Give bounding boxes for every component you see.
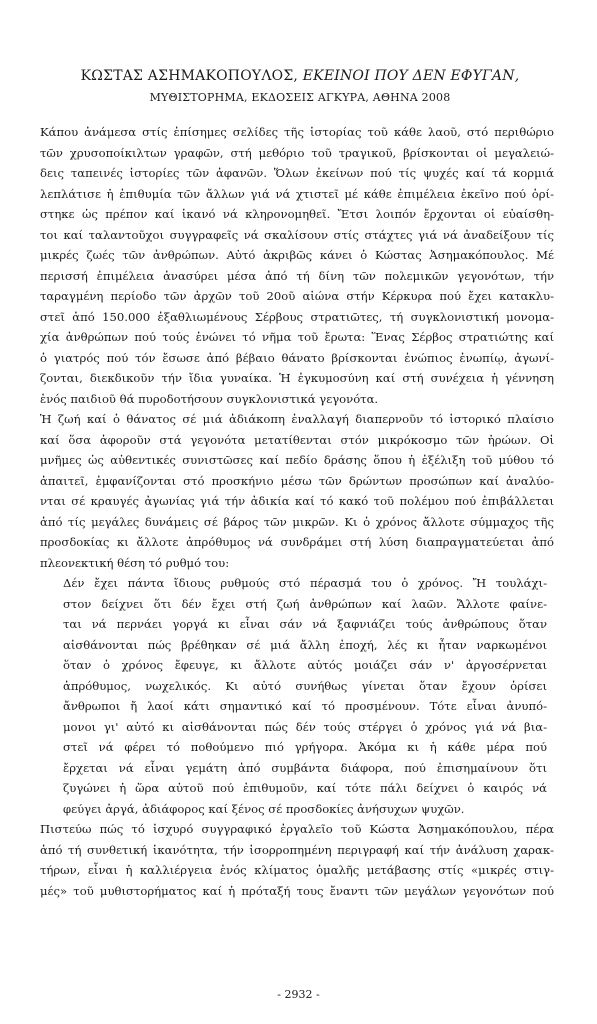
text-line: Ἡ ζωή καί ὁ θάνατος σέ μιά ἀδιάκοπη ἐναλλαγή διαπερνοῦν τό ἱστορικό πλαίσιο <box>40 412 554 426</box>
text-line: μνῆμες ὡς αὐθεντικές συνιστῶσες καί πεδίο δράσης ὅπου ἡ ἐξέλιξη τοῦ μύθου τό <box>40 453 554 467</box>
text-line: Πιστεύω πώς τό ἰσχυρό συγγραφικό ἐργαλεῖο τοῦ Κώστα Ἀσημακόπουλου, πέρα <box>40 822 554 836</box>
text-line: τῶν χρυσοποίκιλτων γραφῶν, στή μεθόριο τοῦ τραγικοῦ, βρίσκονται οἱ μεγαλειώ- <box>40 145 554 160</box>
page-number: - 2932 - <box>277 988 320 1001</box>
paragraph-3 <box>40 819 554 901</box>
quote-line: στον δείχνει ὅτι δέν ἔχει στή ζωή ἀνθρώπων καί λαῶν. Ἄλλοτε φαίνε- <box>63 596 547 611</box>
text-line: στεῖ ἀπό 150.000 ἐξαθλιωμένους Σέρβους στρατιῶτες, τή συγκλονιστική μονομα- <box>40 309 554 324</box>
text-line: ταραγμένη περίοδο τῶν ἀρχῶν τοῦ 20οῦ αἰώνα στήν Κέρκυρα πού ἔχει κατακλυ- <box>40 289 554 303</box>
book-header <box>40 68 560 84</box>
quote-line: φεύγει ἀργά, ἀδιάφορος καί ξένος σέ προσδοκίες ἀνήσυχων ψυχῶν. <box>63 801 465 816</box>
text-line: περισσή ἐπιμέλεια ἀνασύρει μέσα ἀπό τή δίνη τῶν πολεμικῶν γεγονότων, τήν <box>40 268 554 283</box>
text-line: τήρων, εἶναι ἡ καλλιέργεια ἑνός κλίματος ὁμαλῆς μετάβασης στίς «μικρές στιγ- <box>40 863 554 877</box>
text-line: χία ἀνθρώπων πού τούς ἑνώνει τό νῆμα τοῦ ἔρωτα: Ἕνας Σέρβος στρατιώτης καί <box>40 330 554 344</box>
text-line: ὁ γιατρός πού τόν ἔσωσε ἀπό βέβαιο θάνατο βρίσκονται ἐνώπιος ἐνωπίῳ, ἀγωνί- <box>40 350 554 365</box>
paragraph-1 <box>40 122 554 409</box>
text-line: καί ὅσα ἀφοροῦν στά γεγονότα μετατίθενται στόν μικρόκοσμο τῶν ἡρώων. Οἱ <box>40 432 554 447</box>
quote-line: ἔρχεται νά εἶναι γεμάτη ἀπό συμβάντα διάφορα, πού ἐπισημαίνουν ὅτι <box>63 760 547 775</box>
text-line: λεπλάτισε ἡ ἐπιθυμία τῶν ἄλλων γιά νά χτιστεῖ μέ κάθε ἐπιμέλεια ἐκεῖνο πού ὁρί- <box>40 186 554 201</box>
text-line: Κάπου ἀνάμεσα στίς ἐπίσημες σελίδες τῆς ἱστορίας τοῦ κάθε λαοῦ, στό περιθώριο <box>40 125 554 139</box>
quote-line: ται νά περνάει γοργά κι εἶναι σάν νά ξαφνιάζει τούς ἀνθρώπους ὅταν <box>63 617 547 631</box>
block-quote <box>40 573 554 819</box>
text-line: ἑνός παιδιοῦ θά πυροδοτήσουν συγκλονιστικά γεγονότα. <box>40 391 379 406</box>
text-line: νται σέ κραυγές ἀγωνίας γιά τήν ἀδικία καί τό κακό τοῦ πολέμου πού ἐπιβάλλεται <box>40 494 554 508</box>
text-line: προσδοκίας κι ἄλλοτε ἀπρόθυμος νά συνδράμει στή λύση διαπραγματεύεται ἀπό <box>40 535 554 549</box>
review-body <box>40 122 554 901</box>
paragraph-2 <box>40 409 554 573</box>
text-line: ἀπαιτεῖ, ἐμφανίζονται στό προσκήνιο μέσω τῶν δρώντων προσώπων καί ἀναλύο- <box>40 473 554 488</box>
quote-line: στεῖ νά φέρει τό ποθούμενο πιό γρήγορα. Ἀκόμα κι ἡ κάθε μέρα πού <box>63 740 547 754</box>
text-line: στηκε ὡς πρέπον καί ἱκανό νά κληρονομηθεῖ. Ἔτσι λοιπόν ἔρχονται οἱ εὐαίσθη- <box>40 207 554 221</box>
quote-line: αἰσθάνονται πώς βρέθηκαν σέ μιά ἄλλη ἐποχή, λές κι ἦταν ναρκωμένοι <box>63 637 547 652</box>
text-line: δεις ταπεινές ἱστορίες τῶν ἀφανῶν. Ὅλων ἐκείνων πού τίς ψυχές καί τά κορμιά <box>40 166 554 180</box>
text-line: πλεονεκτική θέση τό ρυθμό του: <box>40 555 230 570</box>
quote-line: ἀπρόθυμος, νωχελικός. Κι αὐτό συνήθως γίνεται ὅταν ἔχουν ὁρίσει <box>63 678 547 693</box>
quote-line: ἄνθρωποι ἤ λαοί κάτι σημαντικό καί τό προσμένουν. Τότε εἶναι ἀνυπό- <box>63 699 547 713</box>
text-line: τοι καί ταλαντοῦχοι συγγραφεῖς νά σκαλίσουν στίς στάχτες γιά νά ἀναδείξουν τίς <box>40 227 554 242</box>
quote-line: ὅταν ὁ χρόνος ἔφευγε, κι ἄλλοτε αὐτός μοιάζει σάν ν' ἀργοσέρνεται <box>63 658 547 672</box>
quote-line: ζυγώνει ἡ ὥρα αὐτοῦ πού ἐπιθυμοῦν, καί τότε πάλι δείχνει ὁ καιρός νά <box>63 781 547 795</box>
book-title: ΕΚΕΙΝΟΙ ΠΟΥ ΔΕΝ ΕΦΥΓΑΝ, <box>302 68 520 84</box>
quote-line: Δέν ἔχει πάντα ἴδιους ρυθμούς στό πέρασμά του ὁ χρόνος. Ἤ τουλάχι- <box>63 576 547 590</box>
text-line: ἀπό τίς μεγάλες δυνάμεις σέ βάρος τῶν μικρῶν. Κι ὁ χρόνος ἄλλοτε σύμμαχος τῆς <box>40 514 554 529</box>
book-author: ΚΩΣΤΑΣ ΑΣΗΜΑΚΟΠΟΥΛΟΣ, <box>80 68 299 84</box>
text-line: ζονται, διεκδικοῦν τήν ἴδια γυναίκα. Ἡ ἐγκυμοσύνη καί στή συνέχεια ἡ γέννηση <box>40 371 554 385</box>
book-publication-info: ΜΥΘΙΣΤΟΡΗΜΑ, ΕΚΔΟΣΕΙΣ ΑΓΚΥΡΑ, ΑΘΗΝΑ 2008 <box>149 91 451 104</box>
text-line: μικρές ζωές τῶν ἀνθρώπων. Αὐτό ἀκριβῶς κάνει ὁ Κώστας Ἀσημακόπουλος. Μέ <box>40 248 554 262</box>
text-line: ἀπό τή συνθετική ἱκανότητα, τήν ἰσορροπημένη περιγραφή καί τήν ἀνάλυση χαρακ- <box>40 842 554 857</box>
text-line: μές» τοῦ μυθιστορήματος καί ἡ πρόταξή τους ἔναντι τῶν μεγάλων γεγονότων πού <box>40 883 554 898</box>
quote-line: μονοι γι' αὐτό κι αἰσθάνονται πώς δέν τούς στέργει ὁ χρόνος γιά νά βια- <box>63 719 547 734</box>
